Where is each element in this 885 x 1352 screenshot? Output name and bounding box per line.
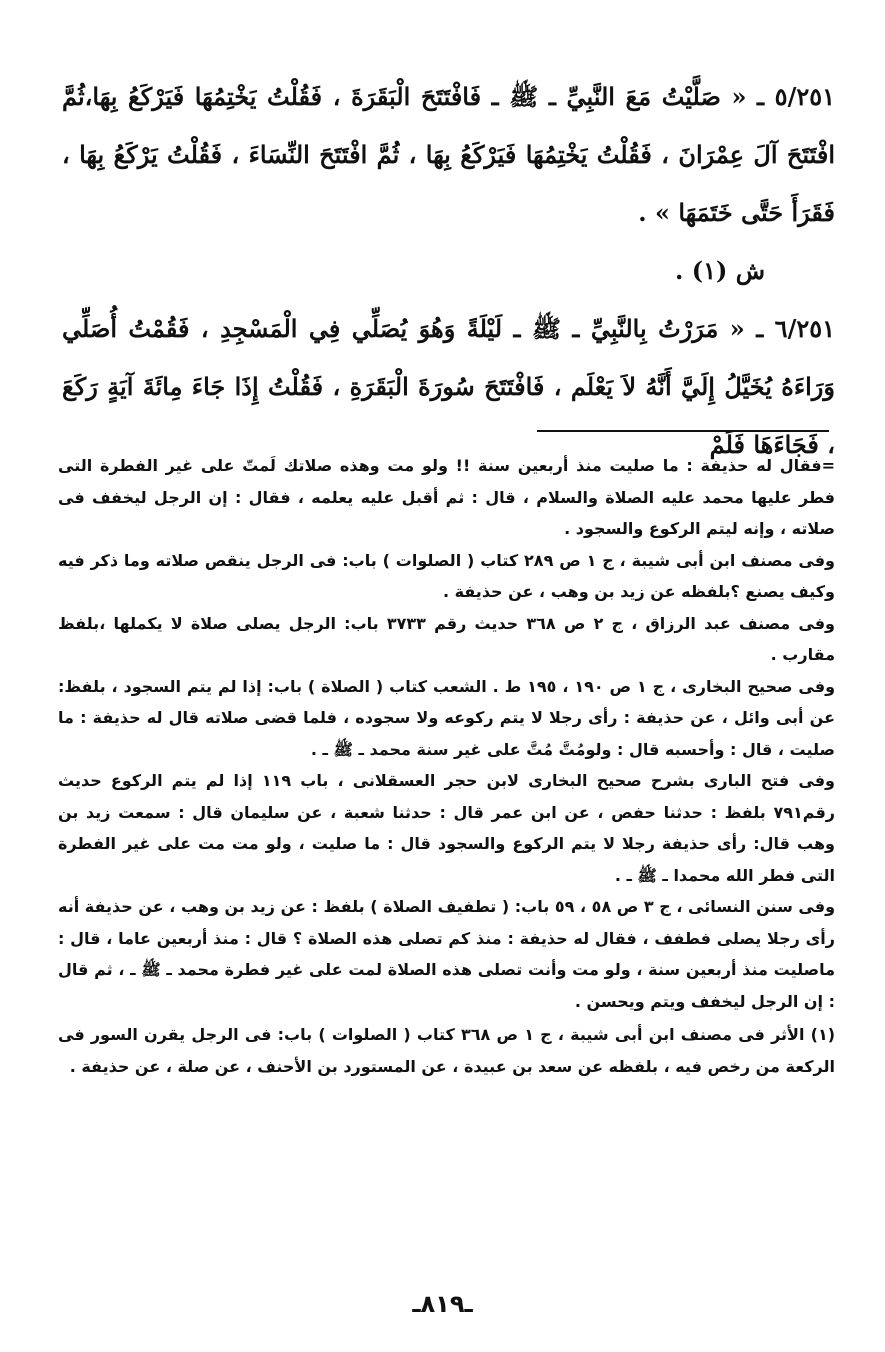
note-sunan-nasai: وفى سنن النسائى ، ج ٣ ص ٥٨ ، ٥٩ باب: ( تطفيف الصلاة ) بلفظ : عن زيد بن وهب ، عن حذيفة أنه رأى رجلا يصلى فطفف ، فقال له حذيفة : منذ كم تصلى هذه الصلاة ؟ قال : منذ أربعين عاما ، قال : ماصليت منذ أربعين سنة ، ولو مت وأنت تصلى هذه الصلاة لمت على غير فطرة محمد ـ ﷺ ـ ، ثم قال : إن الرجل ليخفف ويتم ويحسن .	[58, 897, 836, 1011]
footnotes	[58, 450, 835, 1082]
main-text	[62, 68, 835, 474]
footnote-1: (١) الأثر فى مصنف ابن أبى شيبة ، ج ١ ص ٣٦٨ كتاب ( الصلوات ) باب: فى الرجل يقرن السور فى الركعة من رخص فيه ، بلفظه عن سعد بن عبيدة ، عن المستورد بن الأحنف ، عن صلة ، عن حذيفة .	[58, 1025, 836, 1076]
note-continuation: =فقال له حذيفة : ما صليت منذ أربعين سنة !! ولو مت وهذه صلاتك لَمتّ على غير الفطرة التى فطر عليها محمد عليه الصلاة والسلام ، قال : ثم أقبل عليه يعلمه ، فقال : إن الرجل ليخفف فى صلاته ، وإنه ليتم الركوع والسجود .	[58, 456, 835, 538]
note-fath-al-bari: وفى فتح البارى بشرح صحيح البخارى لابن حجر العسقلانى ، باب ١١٩ إذا لم يتم الركوع حديث رقم٧٩١ بلفظ : حدثنا حفص ، عن ابن عمر قال : حدثنا شعبة ، عن سليمان قال : سمعت زيد بن وهب قال: رأى حذيفة رجلا لا يتم الركوع والسجود قال : ما صليت ، ولو مت مت على غير الفطرة التى فطر الله محمدا ـ ﷺ ـ .	[58, 771, 836, 885]
hadith-commentary-marker: ش (١) .	[675, 256, 765, 285]
note-ibn-abi-shaybah: وفى مصنف ابن أبى شيبة ، ج ١ ص ٢٨٩ كتاب ( الصلوات ) باب: فى الرجل ينقص صلاته وما ذكر فيه وكيف يصنع ؟بلفظه عن زيد بن وهب ، عن حذيفة .	[58, 550, 835, 601]
note-sahih-bukhari: وفى صحيح البخارى ، ج ١ ص ١٩٠ ، ١٩٥ ط . الشعب كتاب ( الصلاة ) باب: إذا لم يتم السجود ، بلفظ: عن أبى وائل ، عن حذيفة : رأى رجلا لا يتم ركوعه ولا سجوده ، فلما قضى صلاته قال له حذيفة : ما صليت ، قال : وأحسبه قال : ولومُتَّ مُتَّ على غير سنة محمد ـ ﷺ ـ .	[58, 676, 836, 759]
note-abd-al-razzaq: وفى مصنف عبد الرزاق ، ج ٢ ص ٣٦٨ حديث رقم ٣٧٣٣ باب: الرجل يصلى صلاة لا يكملها ،بلفظ مقارب .	[58, 613, 835, 664]
hadith-251-5: ٥/٢٥١ ـ « صَلَّيْتُ مَعَ النَّبِيِّ ـ ﷺ ـ فَافْتَتَحَ الْبَقَرَةَ ، فَقُلْتُ يَخْتِمُهَا فَيَرْكَعُ بِهَا،ثُمَّ افْتَتَحَ آلَ عِمْرَانَ ، فَقُلْتُ يَخْتِمُهَا فَيَرْكَعُ بِهَا ، ثُمَّ افْتَتَحَ النِّسَاءَ ، فَقُلْتُ يَرْكَعُ بِهَا ، فَقَرَأَ حَتَّى خَتَمَهَا » .	[62, 82, 835, 227]
footnote-separator	[537, 430, 829, 432]
page-number: ـ٨١٩ـ	[412, 1290, 473, 1318]
hadith-251-6: ٦/٢٥١ ـ « مَرَرْتُ بِالنَّبِيِّ ـ ﷺ ـ لَيْلَةً وَهُوَ يُصَلِّي فِي الْمَسْجِدِ ، فَقُمْتُ أُصَلِّي وَرَاءَهُ يُخَيَّلُ إِلَيَّ أَنَّهُ لاَ يَعْلَم ، فَافْتَتَحَ سُورَةَ الْبَقَرَةِ ، فَقُلْتُ إِذَا جَاءَ مِائَةَ آيَةٍ رَكَعَ ، فَجَاءَهَا فَلَمْ	[62, 314, 835, 459]
